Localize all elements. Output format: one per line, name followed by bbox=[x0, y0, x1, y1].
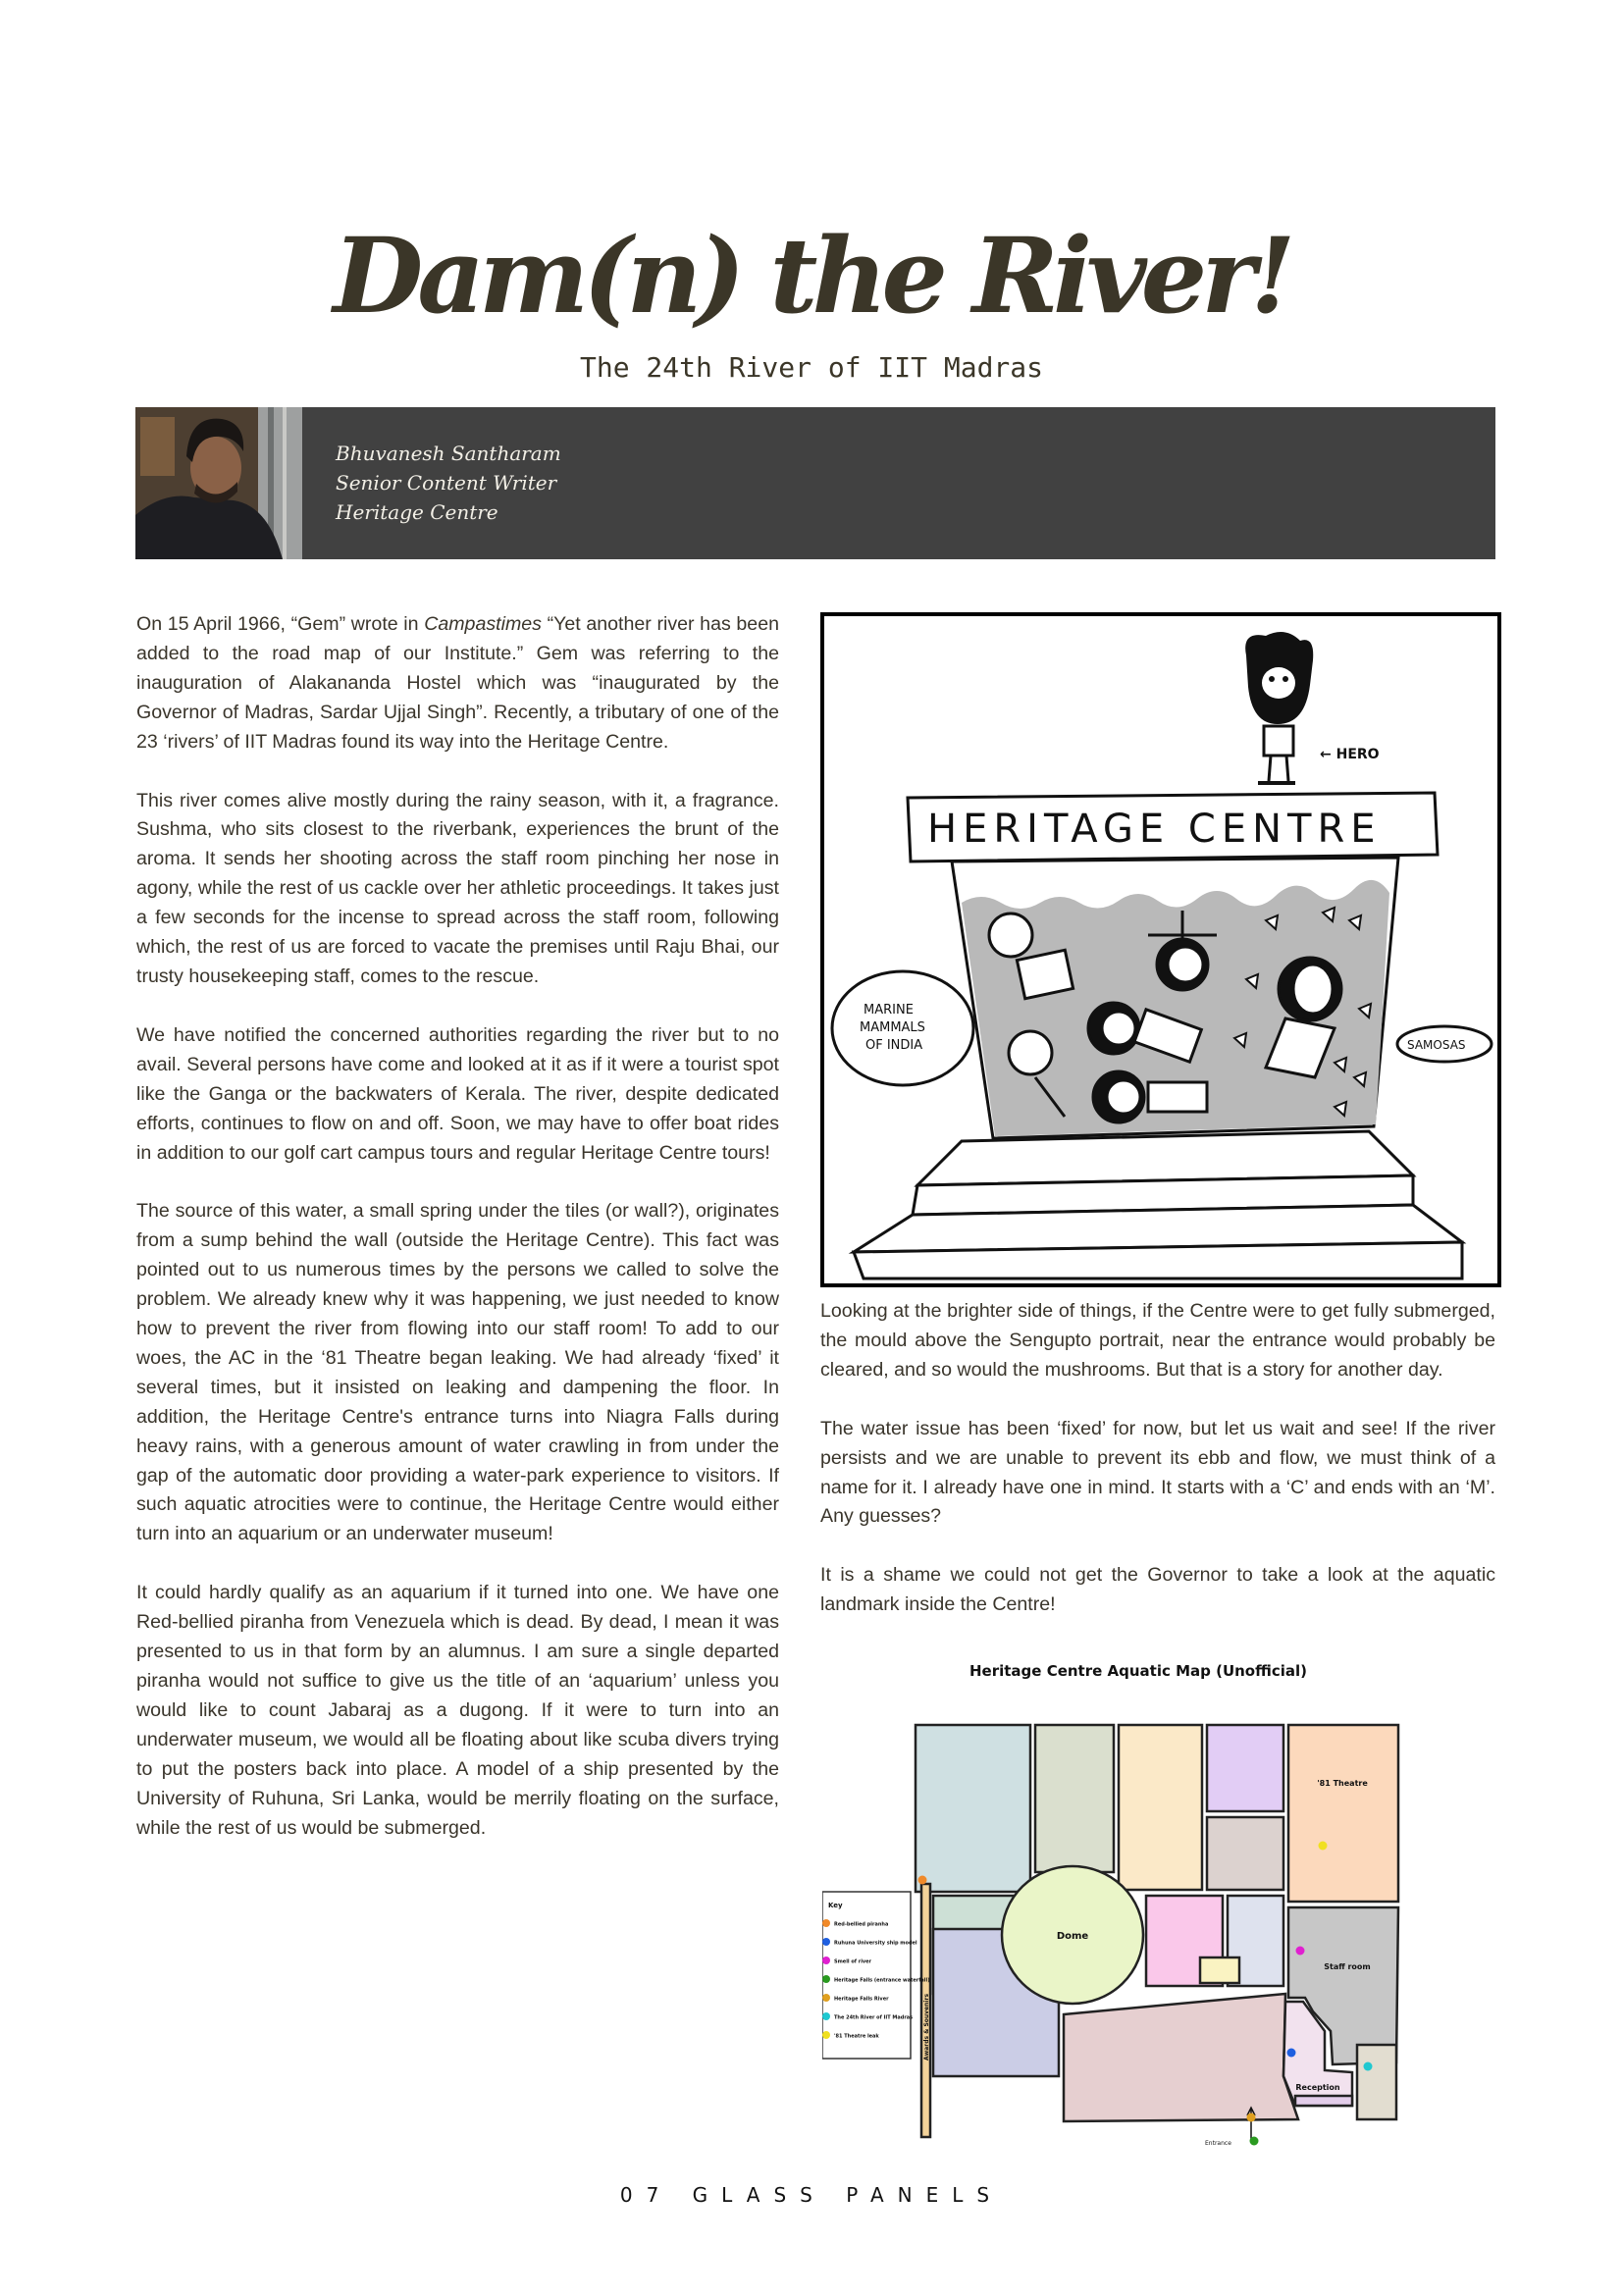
paragraph: The source of this water, a small spring under the tiles (or wall?), originates from a sump behind the wall (outside the Heritage Centre). This fact was pointed out to us numerous times by the persons we called to solve the problem. We already knew why it was happening, we just needed to know how to prevent the river from flowing into our staff room! To add to our woes, the AC in the ‘81 Theatre began leaking. We had already ‘fixed’ it several times, but it insisted on leaking and dampening the floor. In addition, the Heritage Centre's entrance turns into Niagra Falls during heavy rains, with a generous amount of water crawling in from under the gap of the automatic door providing a water-park experience to visitors. If such aquatic atrocities were to continue, the Heritage Centre would either turn into an aquarium or an underwater museum! bbox=[136, 1200, 779, 1545]
author-photo bbox=[135, 407, 302, 559]
dome-label: Dome bbox=[1056, 1931, 1089, 1942]
paragraph: It could hardly qualify as an aquarium if it turned into one. We have one Red-bellied piranha from Venezuela which is dead. By dead, I mean it was presented to us in that form by an alumnus. I am sure a single departed piranha would not suffice to give us the title of an ‘aquarium’ unless you would like to count Jabaraj as a dugong. If it were to turn into an underwater museum, we would all be floating about like scuba divers trying to put the posters back into place. A model of a ship presented by the University of Ruhuna, Sri Lanka, would be merrily floating on the surface, while the rest of us would be submerged. bbox=[136, 1582, 779, 1839]
room bbox=[1288, 1725, 1398, 1902]
legend-swatch bbox=[822, 1938, 830, 1946]
legend-swatch bbox=[822, 2031, 830, 2039]
map-marker bbox=[1364, 2062, 1373, 2071]
map-title: Heritage Centre Aquatic Map (Unofficial) bbox=[969, 1662, 1307, 1680]
aquatic-map-drawing bbox=[822, 1688, 1450, 2149]
author-bar bbox=[135, 407, 1495, 559]
entrance-label: Entrance bbox=[1205, 2140, 1231, 2147]
room bbox=[1207, 1725, 1283, 1811]
legend-title: Key bbox=[828, 1902, 843, 1909]
map-marker bbox=[1287, 2049, 1296, 2058]
paragraph: Looking at the brighter side of things, if the Centre were to get fully submerged, the mould above the Sengupto portrait, near the entrance would probably be cleared, and so would the mushrooms. But that is a story for another day. bbox=[820, 1300, 1495, 1381]
paragraph: The water issue has been ‘fixed’ for now, but let us wait and see! If the river persists and we are unable to prevent its ebb and flow, we must think of a name for it. I already have one in mind. It starts with a ‘C’ and ends with an ‘M’. Any guesses? bbox=[820, 1417, 1495, 1528]
paragraph: We have notified the concerned authorities regarding the river but to no avail. Several persons have come and looked at it as if it were a tourist spot like the Ganga or the backwaters of Kerala. The river, despite dedicated efforts, continues to flow on and off. Soon, we may have to offer boat rides in addition to our golf cart campus tours and regular Heritage Centre tours! bbox=[136, 1023, 779, 1164]
staff-room-label: Staff room bbox=[1324, 1962, 1371, 1971]
cartoon-illustration bbox=[820, 612, 1501, 1287]
svg-text:SAMOSAS: SAMOSAS bbox=[1407, 1038, 1466, 1052]
room bbox=[1119, 1725, 1202, 1890]
author-name: Bhuvanesh Santharam bbox=[336, 442, 561, 465]
hero-label: ← HERO bbox=[1320, 747, 1380, 762]
page-footer: 07 GLASS PANELS bbox=[619, 2183, 1004, 2207]
cartoon-drawing bbox=[824, 616, 1497, 1283]
room bbox=[1357, 2045, 1396, 2119]
map-marker bbox=[1250, 2137, 1259, 2146]
legend-label: '81 Theatre leak bbox=[834, 2033, 879, 2040]
paragraph: This river comes alive mostly during the rainy season, with it, a fragrance. Sushma, who sits closest to the riverbank, experiences the brunt of the aroma. It sends her shooting across the staff room pinching her nose in agony, while the rest of us cackle over her athletic proceedings. It takes just a few seconds for the incense to spread across the staff room, following which, the rest of us are forced to vacate the premises until Raju Bhai, our trusty housekeeping staff, comes to the rescue. bbox=[136, 789, 779, 987]
legend-label: Heritage Falls (entrance waterfall) bbox=[834, 1977, 930, 1984]
room bbox=[916, 1725, 1030, 1892]
svg-text:MARINE MAMMALS OF: MARINE MAMMALS OF INDIA bbox=[860, 1003, 925, 1053]
legend-label: Heritage Falls River bbox=[834, 1996, 889, 2003]
room bbox=[1064, 1994, 1298, 2121]
legend-swatch bbox=[822, 2012, 830, 2020]
legend-swatch bbox=[822, 1994, 830, 2002]
legend-label: Smell of river bbox=[834, 1958, 872, 1965]
map-marker bbox=[918, 1876, 927, 1885]
room bbox=[1295, 2096, 1352, 2106]
hero-figure bbox=[1245, 632, 1313, 783]
reception-label: Reception bbox=[1295, 2083, 1340, 2092]
article-right-column bbox=[820, 1297, 1495, 1649]
theatre-label: '81 Theatre bbox=[1317, 1779, 1368, 1788]
legend-swatch bbox=[822, 1975, 830, 1983]
map-marker bbox=[1296, 1947, 1305, 1956]
author-portrait-image bbox=[135, 407, 302, 559]
legend-swatch bbox=[822, 1957, 830, 1964]
article-left-column bbox=[136, 610, 779, 1872]
aquatic-map bbox=[822, 1688, 1450, 2149]
paragraph: On 15 April 1966, “Gem” wrote in Campastimes “Yet another river has been added to the road map of our Institute.” Gem was referring to the inauguration of Alakananda Hostel which was “inaugurated by the Governor of Madras, Sardar Ujjal Singh”. Recently, a tributary of one of the 23 ‘rivers’ of IIT Madras found its way into the Heritage Centre. bbox=[136, 613, 779, 753]
legend-label: Ruhuna University ship model bbox=[834, 1940, 917, 1947]
corridor-label: Awards & Souvenirs bbox=[923, 1993, 930, 2061]
paragraph: It is a shame we could not get the Governor to take a look at the aquatic landmark inside the Centre! bbox=[820, 1564, 1495, 1616]
article-title: Dam(n) the River! bbox=[333, 214, 1290, 337]
legend-swatch bbox=[822, 1919, 830, 1927]
legend-label: The 24th River of IIT Madras bbox=[834, 2014, 914, 2021]
article-subtitle: The 24th River of IIT Madras bbox=[579, 351, 1043, 384]
room bbox=[1207, 1817, 1283, 1890]
room bbox=[1035, 1725, 1114, 1872]
map-marker bbox=[1319, 1842, 1328, 1851]
map-marker bbox=[1247, 2113, 1256, 2122]
legend-label: Red-bellied piranha bbox=[834, 1921, 889, 1928]
author-organization: Heritage Centre bbox=[336, 500, 498, 524]
room bbox=[1200, 1957, 1239, 1983]
author-role: Senior Content Writer bbox=[336, 471, 557, 495]
sign-text: HERITAGE CENTRE bbox=[927, 807, 1382, 852]
